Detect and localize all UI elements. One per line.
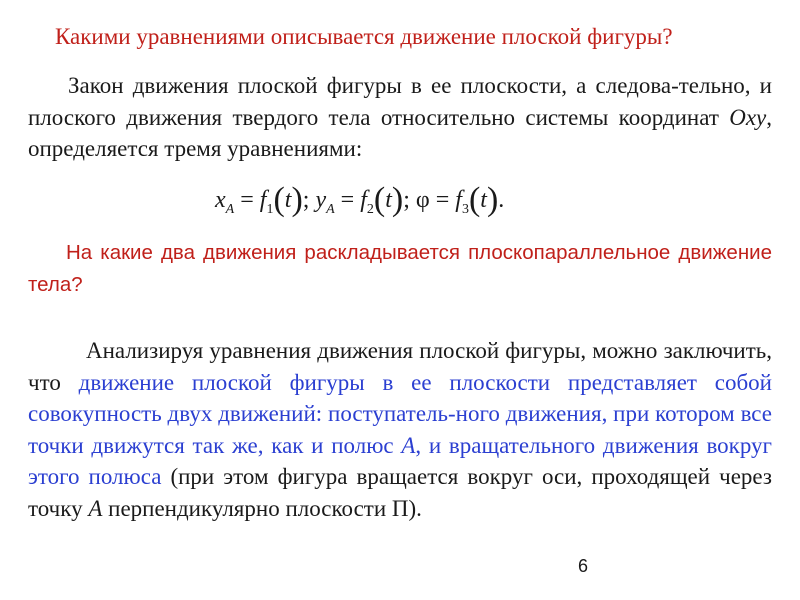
f3: f — [455, 187, 462, 213]
paragraph2-text-a: Анализируя уравнения движения плоской фигуры, можно заключить, что — [28, 338, 772, 395]
eq2: = — [334, 187, 361, 213]
paragraph1-text-a: Закон движения плоской фигуры в ее плоскости, а следова-тельно, и плоского движения твердого тела относительно системы координат — [28, 73, 772, 130]
eq1: = — [234, 187, 260, 213]
f1-sub: 1 — [266, 202, 274, 217]
sep2: ; — [403, 187, 416, 213]
point-a-label: A — [88, 495, 103, 521]
var-y: y — [315, 187, 327, 213]
question2-text: На какие два движения раскладывается плоскопараллельное движение тела? — [28, 241, 772, 296]
f1: f — [259, 187, 267, 213]
sub-ya: A — [326, 202, 335, 217]
paragraph2-text-b: (при этом фигура вращается вокруг оси, проходящей через точку — [28, 464, 772, 521]
motion-equations: $x_A = f_1(t)$; $y_A = f_2(t)$; $\varphi = f_3(t)$. — [215, 181, 505, 218]
page-number: 6 — [578, 556, 589, 576]
t2: t — [385, 187, 392, 213]
formula-end: . — [498, 187, 505, 213]
f2-sub: 2 — [366, 202, 374, 217]
var-x: x — [215, 187, 226, 213]
phi: φ — [415, 187, 430, 213]
sub-xa: A — [225, 202, 235, 217]
oxy-label: Oxy — [729, 104, 767, 130]
f2: f — [360, 187, 367, 213]
sep1: ; — [302, 187, 316, 213]
question-title: Какими уравнениями описывается движение плоской фигуры? — [55, 24, 673, 49]
paragraph2-text-c: перпендикулярно плоскости П). — [102, 495, 422, 521]
paragraph1-text-b: , определяется тремя уравнениями: — [28, 104, 772, 161]
paragraph2-blue-b: , и вращательного движения вокруг этого полюса — [28, 432, 772, 489]
t3: t — [480, 187, 487, 213]
f3-sub: 3 — [461, 202, 469, 217]
pole-a-label: A — [401, 432, 416, 458]
eq3: = — [429, 187, 456, 213]
paragraph-motion-law — [28, 70, 772, 165]
paragraph-analysis — [28, 335, 772, 524]
t1: t — [284, 187, 292, 213]
paragraph2-blue-a: движение плоской фигуры в ее плоскости представляет собой совокупность двух движений: поступатель-ного движения, при котором все точки движутся так же, как и полюс — [28, 369, 772, 458]
question-two-motions — [28, 237, 772, 300]
